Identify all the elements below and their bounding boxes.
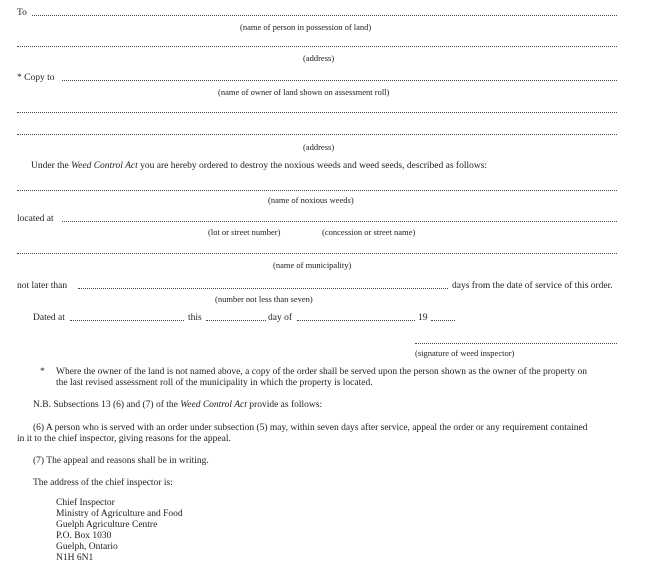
copy-to-caption: (name of owner of land shown on assessment roll) <box>218 87 390 97</box>
subsection7-text: (7) The appeal and reasons shall be in writing. <box>33 456 209 466</box>
year-label: 19 <box>418 313 428 323</box>
order-text-before: Under the <box>31 161 69 171</box>
located-fill-line[interactable] <box>62 221 617 222</box>
days-fill-line[interactable] <box>78 288 448 289</box>
chief-address-line: Chief Inspector <box>56 498 115 508</box>
footnote-marker: * <box>40 367 45 377</box>
chief-address-intro: The address of the chief inspector is: <box>33 478 173 488</box>
order-sentence <box>31 161 487 172</box>
this-label: this <box>188 313 202 323</box>
nb-text-before: N.B. Subsections 13 (6) and (7) of the <box>33 400 178 410</box>
days-caption: (number not less than seven) <box>215 294 313 304</box>
signature-fill-line[interactable] <box>415 343 617 344</box>
chief-address-line: P.O. Box 1030 <box>56 531 112 541</box>
month-fill-line[interactable] <box>297 320 415 321</box>
dated-label: Dated at <box>33 313 65 323</box>
nb-sentence <box>33 400 322 411</box>
nb-act-name: Weed Control Act <box>180 400 247 410</box>
copy-to-fill-line[interactable] <box>62 80 617 81</box>
copy-to-label: * Copy to <box>17 73 55 83</box>
weeds-caption: (name of noxious weeds) <box>268 195 354 205</box>
to-caption: (name of person in possession of land) <box>240 22 372 32</box>
chief-address-line: N1H 6N1 <box>56 553 94 563</box>
year-fill-line[interactable] <box>431 320 455 321</box>
located-label: located at <box>17 214 54 224</box>
subsection6-line-1: (6) A person who is served with an order under subsection (5) may, within seven days after service, appeal the order or any requirement contained <box>33 423 588 433</box>
weeds-fill-line[interactable] <box>17 190 617 191</box>
address2-fill-line-2[interactable] <box>17 134 617 135</box>
footnote-line-1: Where the owner of the land is not named above, a copy of the order shall be served upon the person shown as the owner of the property on <box>56 367 588 377</box>
address2-caption: (address) <box>303 142 335 152</box>
day-number-fill-line[interactable] <box>206 320 266 321</box>
to-label: To <box>17 8 27 18</box>
lot-caption: (lot or street number) <box>208 227 281 237</box>
signature-caption: (signature of weed inspector) <box>415 348 515 358</box>
address2-fill-line-1[interactable] <box>17 112 617 113</box>
chief-address-line: Guelph, Ontario <box>56 542 118 552</box>
footnote-line-2: the last revised assessment roll of the municipality in which the property is located. <box>56 378 373 388</box>
municipality-caption: (name of municipality) <box>273 260 352 270</box>
address1-fill-line[interactable] <box>17 46 617 47</box>
concession-caption: (concession or street name) <box>322 227 416 237</box>
not-later-suffix: days from the date of service of this order. <box>452 281 613 291</box>
chief-address-line: Guelph Agriculture Centre <box>56 520 158 530</box>
municipality-fill-line[interactable] <box>17 253 617 254</box>
to-fill-line[interactable] <box>32 15 617 16</box>
address1-caption: (address) <box>303 53 335 63</box>
chief-address-line: Ministry of Agriculture and Food <box>56 509 183 519</box>
subsection6-line-2: in it to the chief inspector, giving reasons for the appeal. <box>17 434 231 444</box>
order-text-after: you are hereby ordered to destroy the noxious weeds and weed seeds, described as follows: <box>140 161 488 171</box>
not-later-label: not later than <box>17 281 68 291</box>
order-act-name: Weed Control Act <box>71 161 138 171</box>
dated-place-fill-line[interactable] <box>70 320 184 321</box>
day-of-label: day of <box>268 313 293 323</box>
nb-text-after: provide as follows: <box>249 400 323 410</box>
